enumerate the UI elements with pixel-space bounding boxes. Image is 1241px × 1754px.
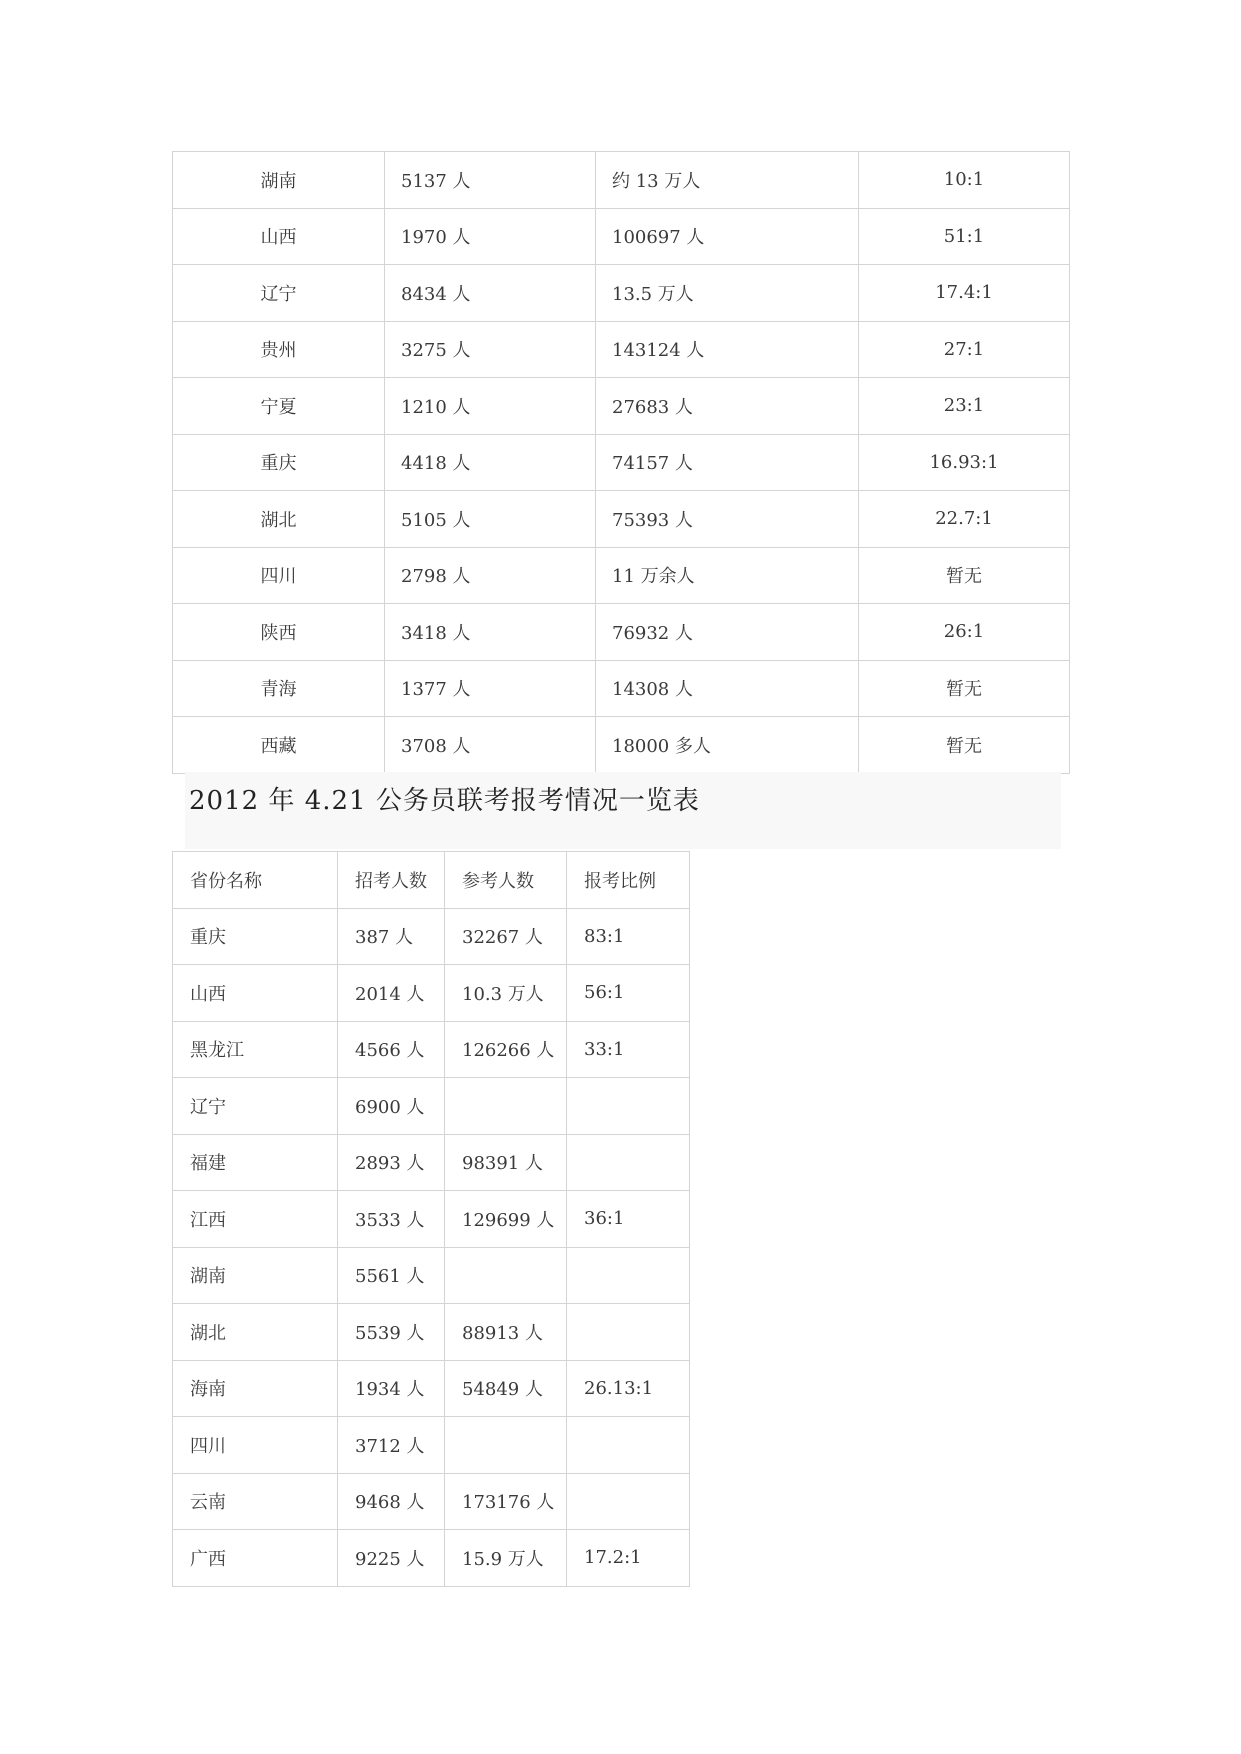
recruit-count-cell: 9225 人 (338, 1530, 445, 1587)
ratio-cell (567, 1134, 690, 1191)
recruit-count-cell: 1970 人 (385, 208, 596, 265)
ratio-cell: 26:1 (859, 604, 1070, 661)
ratio-cell: 36:1 (567, 1191, 690, 1248)
table-row (173, 265, 1070, 322)
ratio-cell: 26.13:1 (567, 1360, 690, 1417)
applicant-count-cell: 27683 人 (596, 378, 859, 435)
column-header-ratio: 报考比例 (567, 852, 690, 909)
recruit-count-cell: 4418 人 (385, 434, 596, 491)
table-row (173, 1530, 690, 1587)
applicant-count-cell: 11 万余人 (596, 547, 859, 604)
province-cell: 贵州 (173, 321, 385, 378)
province-cell: 黑龙江 (173, 1021, 338, 1078)
recruit-count-cell: 3533 人 (338, 1191, 445, 1248)
applicant-count-cell: 126266 人 (445, 1021, 567, 1078)
applicant-count-cell: 32267 人 (445, 908, 567, 965)
recruit-count-cell: 5137 人 (385, 152, 596, 209)
recruit-count-cell: 5539 人 (338, 1304, 445, 1361)
province-cell: 辽宁 (173, 265, 385, 322)
province-cell: 重庆 (173, 908, 338, 965)
recruit-count-cell: 3712 人 (338, 1417, 445, 1474)
applicant-count-cell: 143124 人 (596, 321, 859, 378)
table-row (173, 1417, 690, 1474)
province-cell: 湖北 (173, 1304, 338, 1361)
applicant-count-cell: 76932 人 (596, 604, 859, 661)
applicant-count-cell: 88913 人 (445, 1304, 567, 1361)
ratio-cell (567, 1247, 690, 1304)
ratio-cell: 暂无 (859, 717, 1070, 774)
applicant-count-cell (445, 1078, 567, 1135)
applicant-count-cell: 98391 人 (445, 1134, 567, 1191)
table-row (173, 434, 1070, 491)
province-cell: 四川 (173, 1417, 338, 1474)
recruit-count-cell: 1934 人 (338, 1360, 445, 1417)
applicant-count-cell: 173176 人 (445, 1473, 567, 1530)
ratio-cell: 27:1 (859, 321, 1070, 378)
ratio-cell (567, 1473, 690, 1530)
province-cell: 福建 (173, 1134, 338, 1191)
recruit-count-cell: 387 人 (338, 908, 445, 965)
province-cell: 宁夏 (173, 378, 385, 435)
province-cell: 四川 (173, 547, 385, 604)
table-header-row (173, 852, 690, 909)
ratio-cell: 51:1 (859, 208, 1070, 265)
province-cell: 江西 (173, 1191, 338, 1248)
ratio-cell: 10:1 (859, 152, 1070, 209)
table-row (173, 908, 690, 965)
recruit-count-cell: 8434 人 (385, 265, 596, 322)
recruit-count-cell: 9468 人 (338, 1473, 445, 1530)
province-cell: 重庆 (173, 434, 385, 491)
applicant-count-cell (445, 1417, 567, 1474)
province-cell: 山西 (173, 965, 338, 1022)
recruit-count-cell: 3708 人 (385, 717, 596, 774)
applicant-count-cell: 15.9 万人 (445, 1530, 567, 1587)
table-row (173, 717, 1070, 774)
recruit-count-cell: 1377 人 (385, 660, 596, 717)
table-row (173, 965, 690, 1022)
province-cell: 湖北 (173, 491, 385, 548)
province-cell: 湖南 (173, 1247, 338, 1304)
province-cell: 陕西 (173, 604, 385, 661)
recruit-count-cell: 2014 人 (338, 965, 445, 1022)
recruit-count-cell: 5561 人 (338, 1247, 445, 1304)
applicant-count-cell: 10.3 万人 (445, 965, 567, 1022)
recruit-count-cell: 4566 人 (338, 1021, 445, 1078)
province-recruitment-table (172, 151, 1070, 774)
table-row (173, 208, 1070, 265)
recruit-count-cell: 2893 人 (338, 1134, 445, 1191)
applicant-count-cell (445, 1247, 567, 1304)
table-row (173, 547, 1070, 604)
column-header-applicants: 参考人数 (445, 852, 567, 909)
table-row (173, 321, 1070, 378)
table-row (173, 604, 1070, 661)
table-row (173, 1247, 690, 1304)
table-row (173, 1021, 690, 1078)
table-row (173, 1304, 690, 1361)
section-title: 2012 年 4.21 公务员联考报考情况一览表 (189, 786, 700, 816)
ratio-cell: 17.2:1 (567, 1530, 690, 1587)
exam-statistics-table (172, 851, 690, 1587)
ratio-cell: 83:1 (567, 908, 690, 965)
recruit-count-cell: 1210 人 (385, 378, 596, 435)
applicant-count-cell: 54849 人 (445, 1360, 567, 1417)
ratio-cell (567, 1304, 690, 1361)
applicant-count-cell: 14308 人 (596, 660, 859, 717)
table-row (173, 378, 1070, 435)
province-cell: 湖南 (173, 152, 385, 209)
applicant-count-cell: 18000 多人 (596, 717, 859, 774)
column-header-province: 省份名称 (173, 852, 338, 909)
recruit-count-cell: 3275 人 (385, 321, 596, 378)
ratio-cell: 16.93:1 (859, 434, 1070, 491)
table-row (173, 1134, 690, 1191)
province-cell: 辽宁 (173, 1078, 338, 1135)
province-cell: 西藏 (173, 717, 385, 774)
table-row (173, 1191, 690, 1248)
recruit-count-cell: 5105 人 (385, 491, 596, 548)
applicant-count-cell: 约 13 万人 (596, 152, 859, 209)
table-row (173, 491, 1070, 548)
applicant-count-cell: 100697 人 (596, 208, 859, 265)
applicant-count-cell: 75393 人 (596, 491, 859, 548)
province-cell: 青海 (173, 660, 385, 717)
applicant-count-cell: 74157 人 (596, 434, 859, 491)
applicant-count-cell: 13.5 万人 (596, 265, 859, 322)
province-cell: 广西 (173, 1530, 338, 1587)
ratio-cell: 22.7:1 (859, 491, 1070, 548)
recruit-count-cell: 3418 人 (385, 604, 596, 661)
table-row (173, 660, 1070, 717)
section-title-block (185, 772, 1061, 849)
province-cell: 云南 (173, 1473, 338, 1530)
ratio-cell: 17.4:1 (859, 265, 1070, 322)
table-row (173, 1473, 690, 1530)
ratio-cell: 暂无 (859, 660, 1070, 717)
ratio-cell (567, 1078, 690, 1135)
province-cell: 海南 (173, 1360, 338, 1417)
ratio-cell: 23:1 (859, 378, 1070, 435)
ratio-cell: 暂无 (859, 547, 1070, 604)
ratio-cell (567, 1417, 690, 1474)
recruit-count-cell: 6900 人 (338, 1078, 445, 1135)
table-row (173, 152, 1070, 209)
recruit-count-cell: 2798 人 (385, 547, 596, 604)
province-cell: 山西 (173, 208, 385, 265)
ratio-cell: 56:1 (567, 965, 690, 1022)
column-header-recruit: 招考人数 (338, 852, 445, 909)
table-row (173, 1078, 690, 1135)
ratio-cell: 33:1 (567, 1021, 690, 1078)
applicant-count-cell: 129699 人 (445, 1191, 567, 1248)
table-row (173, 1360, 690, 1417)
